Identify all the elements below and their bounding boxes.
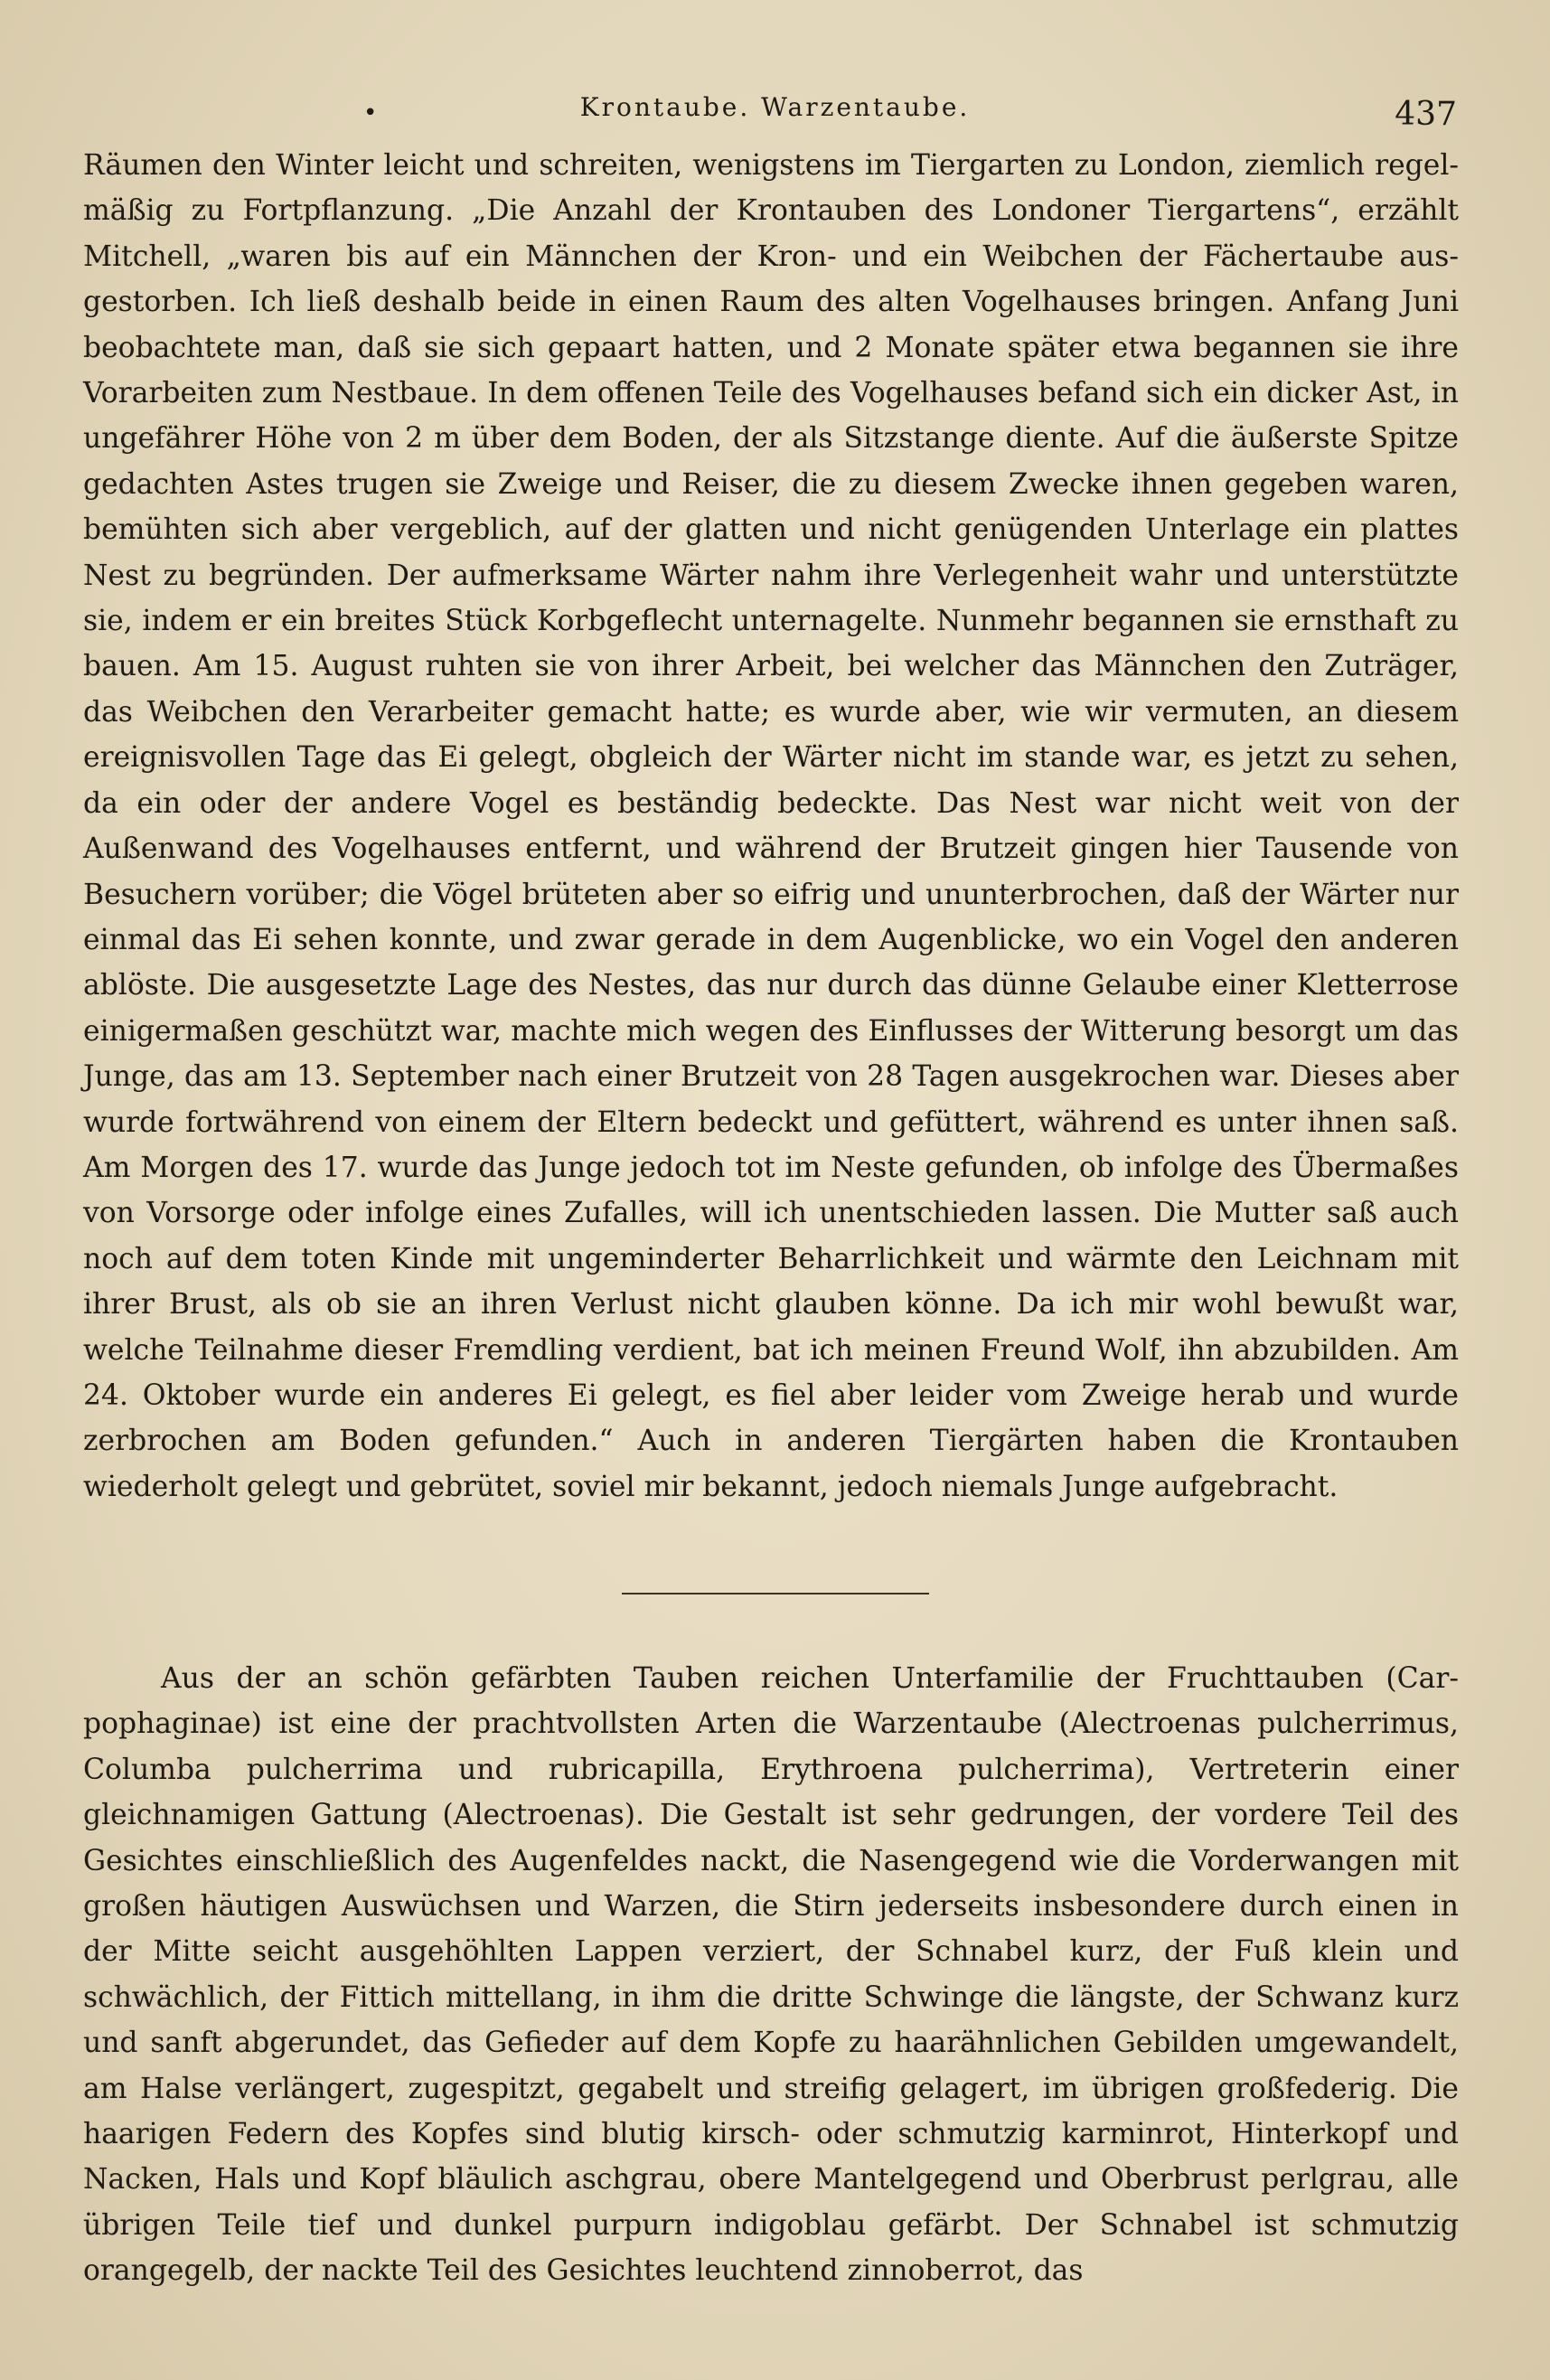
paragraph-wart-pigeon bbox=[83, 1656, 1459, 2294]
paragraph-crowned-pigeon bbox=[83, 143, 1459, 1510]
running-title: Krontaube. Warzentaube. bbox=[579, 92, 971, 122]
section-divider bbox=[622, 1593, 929, 1595]
paragraph-text: Aus der an schön gefärbten Tauben reichen Unterfamilie der Fruchttauben (Carpophaginae) ist eine der prachtvollsten Arten die Warzentaube (Alectroenas pulcherrimus, Columba pulcherrima und rubricapilla, Erythroena pulcherrima), Vertreterin einer gleichnamigen Gattung (Alectroenas). Die Gestalt ist sehr gedrungen, der vordere Teil des Gesichtes einschließlich des Augenfeldes nackt, die Nasengegend wie die Vorderwangen mit großen häutigen Auswüchsen und Warzen, die Stirn jederseits insbesondere durch einen in der Mitte seicht ausgehöhlten Lappen verziert, der Schnabel kurz, der Fuß klein und schwächlich, der Fittich mittellang, in ihm die dritte Schwinge die längste, der Schwanz kurz und sanft abgerundet, das Gefieder auf dem Kopfe zu haarähnlichen Gebilden umgewandelt, am Halse verlängert, zugespitzt, gegabelt und streifig gelagert, im übrigen großfederig. Die haarigen Federn des Kopfes sind blutig kirsch- oder schmutzig karminrot, Hinterkopf und Nacken, Hals und Kopf bläulich aschgrau, obere Mantelgegend und Oberbrust perlgrau, alle übrigen Teile tief und dunkel purpurn indigoblau gefärbt. Der Schnabel ist schmutzig orangegelb, der nackte Teil des Gesichtes leuchtend zinnoberrot, das bbox=[83, 1662, 1459, 2288]
header-bullet: • bbox=[363, 99, 378, 127]
page-header bbox=[0, 92, 1550, 137]
page-number: 437 bbox=[1395, 96, 1457, 133]
paragraph-text: Räumen den Winter leicht und schreiten, wenigstens im Tiergarten zu London, ziemlich regelmäßig zu Fortpflanzung. „Die Anzahl der Krontauben des Londoner Tiergartens“, erzählt Mitchell, „waren bis auf ein Männchen der Kron- und ein Weibchen der Fächertaube ausgestorben. Ich ließ deshalb beide in einen Raum des alten Vogelhauses bringen. Anfang Juni beobachtete man, daß sie sich gepaart hatten, und 2 Monate später etwa begannen sie ihre Vorarbeiten zum Nestbaue. In dem offenen Teile des Vogelhauses befand sich ein dicker Ast, in ungefährer Höhe von 2 m über dem Boden, der als Sitzstange diente. Auf die äußerste Spitze gedachten Astes trugen sie Zweige und Reiser, die zu diesem Zwecke ihnen gegeben waren, bemühten sich aber vergeblich, auf der glatten und nicht genügenden Unterlage ein plattes Nest zu begründen. Der aufmerksame Wärter nahm ihre Verlegenheit wahr und unterstützte sie, indem er ein breites Stück Korbgeflecht unternagelte. Nunmehr begannen sie ernsthaft zu bauen. Am 15. August ruhten sie von ihrer Arbeit, bei welcher das Männchen den Zuträger, das Weibchen den Verarbeiter gemacht hatte; es wurde aber, wie wir vermuten, an diesem ereignisvollen Tage das Ei gelegt, obgleich der Wärter nicht im stande war, es jetzt zu sehen, da ein oder der andere Vogel es beständig bedeckte. Das Nest war nicht weit von der Außenwand des Vogelhauses entfernt, und während der Brutzeit gingen hier Tausende von Besuchern vorüber; die Vögel brüteten aber so eifrig und ununterbrochen, daß der Wärter nur einmal das Ei sehen konnte, und zwar gerade in dem Augenblicke, wo ein Vogel den anderen ablöste. Die ausgesetzte Lage des Nestes, das nur durch das dünne Gelaube einer Kletterrose einigermaßen geschützt war, machte mich wegen des Einflusses der Witterung besorgt um das Junge, das am 13. September nach einer Brutzeit von 28 Tagen ausgekrochen war. Dieses aber wurde fortwährend von einem der Eltern bedeckt und gefüttert, während es unter ihnen saß. Am Morgen des 17. wurde das Junge jedoch tot im Neste gefunden, ob infolge des Übermaßes von Vorsorge oder infolge eines Zufalles, will ich unentschieden lassen. Die Mutter saß auch noch auf dem toten Kinde mit ungeminderter Beharrlichkeit und wärmte den Leichnam mit ihrer Brust, als ob sie an ihren Verlust nicht glauben könne. Da ich mir wohl bewußt war, welche Teilnahme dieser Fremdling verdient, bat ich meinen Freund Wolf, ihn abzubilden. Am 24. Oktober wurde ein anderes Ei gelegt, es fiel aber leider vom Zweige herab und wurde zerbrochen am Boden gefunden.“ Auch in anderen Tiergärten haben die Krontauben wiederholt gelegt und gebrütet, soviel mir bekannt, jedoch niemals Junge aufgebracht. bbox=[83, 149, 1459, 1503]
